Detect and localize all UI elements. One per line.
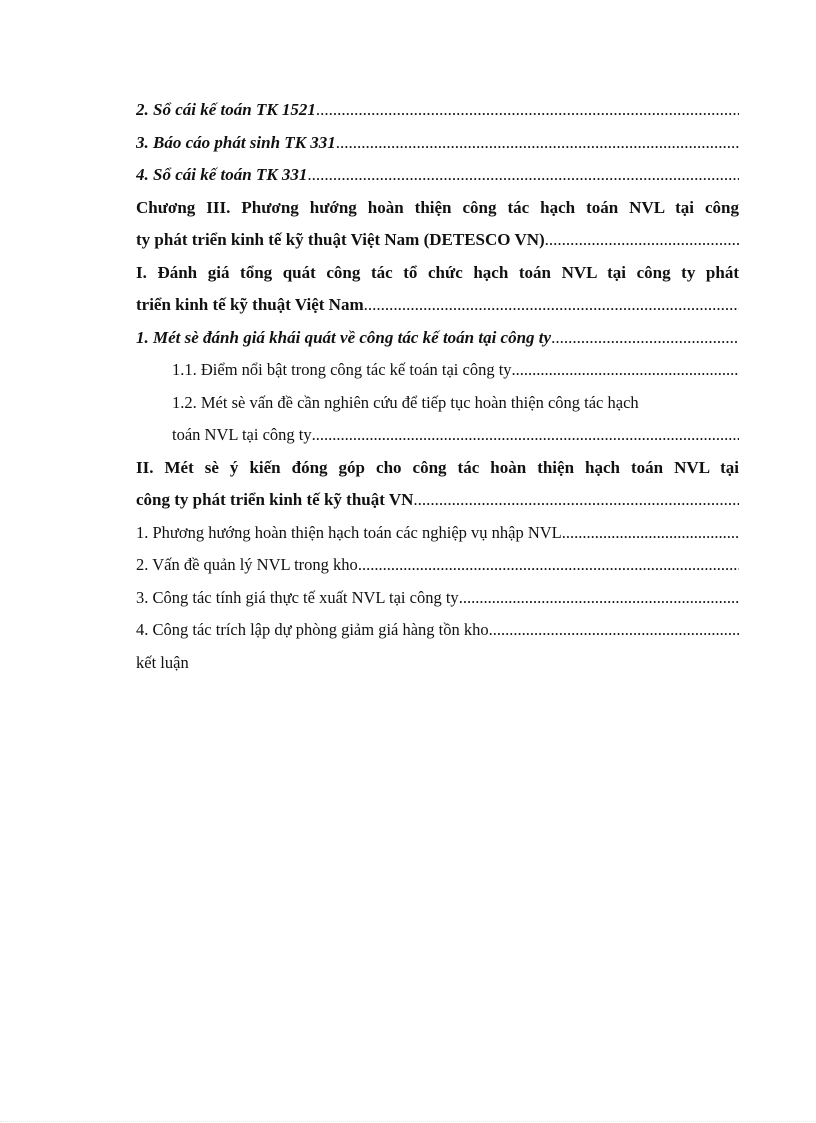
dot-leader <box>312 419 739 452</box>
dot-leader <box>336 127 739 160</box>
dot-leader <box>364 289 739 322</box>
toc-entry[interactable] <box>136 582 739 615</box>
toc-entry-text: Chương III. Phương hướng hoàn thiện công tác hạch toán NVL tại công <box>136 197 739 217</box>
toc-entry-text: 1. Mét sè đánh giá khái quát về công tác kế toán tại công ty <box>136 327 552 347</box>
toc-entry[interactable] <box>136 289 739 322</box>
toc-entry[interactable] <box>136 387 739 420</box>
toc-entry-text: 4. Công tác trích lập dự phòng giảm giá hàng tồn kho <box>136 620 489 639</box>
toc-entry-text: II. Mét sè ý kiến đóng góp cho công tác hoàn thiện hạch toán NVL tại <box>136 457 739 477</box>
toc-entry-text: 1.1. Điểm nổi bật trong công tác kế toán tại công ty <box>172 360 512 379</box>
toc-entry-text: 1. Phương hướng hoàn thiện hạch toán các nghiệp vụ nhập NVL <box>136 522 562 542</box>
dot-leader <box>413 484 739 517</box>
toc-entry-conclusion[interactable]: kết luận <box>136 652 189 672</box>
toc-entry-text: ty phát triển kinh tế kỹ thuật Việt Nam (DETESCO VN) <box>136 230 545 249</box>
dot-leader <box>358 549 739 582</box>
toc-entry[interactable] <box>136 614 739 647</box>
toc-entry-text: công ty phát triển kinh tế kỹ thuật VN <box>136 490 414 509</box>
toc-entry[interactable] <box>136 94 739 127</box>
toc-entry-text: triển kinh tế kỹ thuật Việt Nam <box>136 295 364 314</box>
dot-leader <box>489 614 739 647</box>
toc-entry[interactable] <box>136 322 739 355</box>
toc-entry[interactable] <box>136 419 739 452</box>
toc-entry-text: 2. Sổ cái kế toán TK 1521 <box>136 100 316 119</box>
dot-leader <box>512 354 739 387</box>
toc-entry[interactable] <box>136 257 739 290</box>
toc-entry[interactable] <box>136 127 739 160</box>
dot-leader <box>307 159 739 192</box>
toc-entry-text: 3. Công tác tính giá thực tế xuất NVL tại công ty <box>136 587 459 607</box>
toc-entry-text: 2. Vấn đề quản lý NVL trong kho <box>136 555 358 574</box>
toc-entry-text: 4. Sổ cái kế toán TK 331 <box>136 165 308 184</box>
toc-entry[interactable] <box>136 517 739 550</box>
toc-entry-text: I. Đánh giá tổng quát công tác tổ chức hạch toán NVL tại công ty phát <box>136 262 739 282</box>
toc-entry-text: 1.2. Mét sè vấn đề cần nghiên cứu để tiếp tục hoàn thiện công tác hạch <box>172 392 639 412</box>
toc-entry[interactable] <box>136 192 739 225</box>
toc-entry[interactable] <box>136 159 739 192</box>
toc-entry[interactable] <box>136 224 739 257</box>
toc-entry[interactable] <box>136 354 739 387</box>
dot-leader <box>551 322 739 355</box>
dot-leader <box>562 517 739 550</box>
dot-leader <box>545 224 739 257</box>
toc-entry[interactable] <box>136 484 739 517</box>
toc-entry[interactable] <box>136 452 739 485</box>
dot-leader <box>459 582 739 615</box>
toc-entry-text: 3. Báo cáo phát sinh TK 331 <box>136 132 336 152</box>
table-of-contents <box>136 94 739 679</box>
dot-leader <box>316 94 739 127</box>
toc-entry-text: toán NVL tại công ty <box>172 425 312 444</box>
toc-entry[interactable] <box>136 549 739 582</box>
